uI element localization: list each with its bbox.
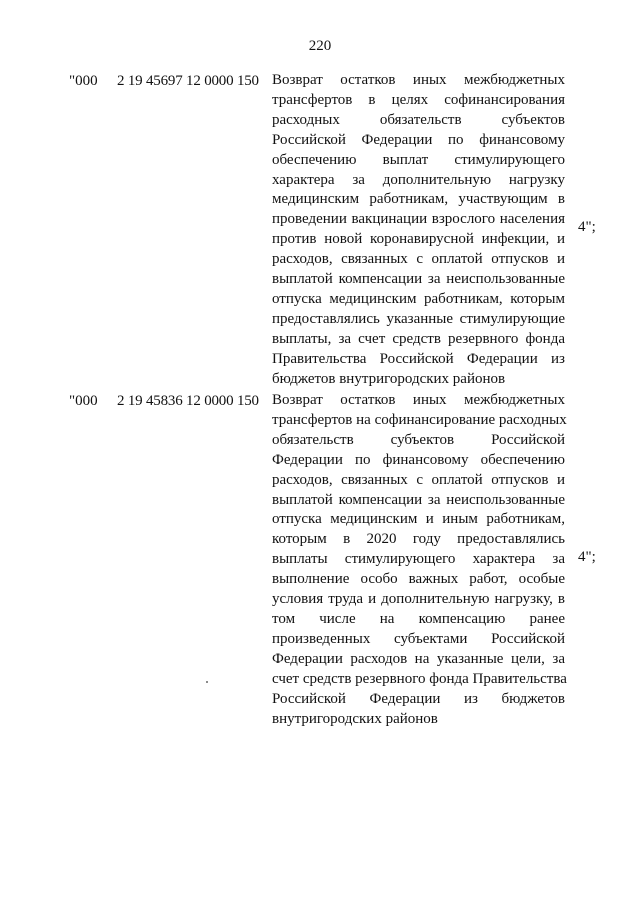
- description-line: выплаты стимулирующего характера за: [272, 551, 565, 568]
- description-line: условия труда и дополнительную нагрузку, в: [272, 591, 565, 608]
- description-line: расходных обязательств субъектов: [272, 111, 565, 128]
- description-line: выплатой компенсации за неиспользованные: [272, 271, 565, 288]
- row-value: 4";: [578, 219, 596, 235]
- scan-speck: [206, 681, 208, 683]
- row-description: [272, 391, 565, 729]
- description-line: медицинским работникам, участвующим в: [272, 191, 565, 208]
- description-line: которым в 2020 году предоставлялись: [272, 531, 565, 548]
- description-line: трансфертов на софинансирование расходных: [272, 411, 567, 428]
- description-line: Возврат остатков иных межбюджетных: [272, 392, 565, 408]
- description-line: против новой коронавирусной инфекции, и: [272, 231, 565, 248]
- description-line: трансфертов в целях софинансирования: [272, 91, 565, 108]
- description-line: Российской Федерации по финансовому: [272, 131, 565, 148]
- description-line: Российской Федерации из бюджетов: [272, 690, 565, 707]
- description-line: Федерации по финансовому обеспечению: [272, 451, 565, 468]
- admin-code: "000: [69, 73, 98, 89]
- description-line: внутригородских районов: [272, 710, 438, 727]
- row-value: 4";: [578, 549, 596, 565]
- description-line: характера за дополнительную нагрузку: [272, 171, 565, 188]
- budget-classification-code: 2 19 45697 12 0000 150: [117, 73, 259, 89]
- description-line: Федерации расходов на указанные цели, за: [272, 650, 565, 667]
- description-line: произведенных субъектами Российской: [272, 630, 565, 647]
- description-line: выполнение особо важных работ, особые: [272, 571, 565, 588]
- description-line: обязательств субъектов Российской: [272, 431, 565, 448]
- description-line: Возврат остатков иных межбюджетных: [272, 72, 565, 88]
- description-line: счет средств резервного фонда Правительства: [272, 670, 567, 687]
- description-line: расходов, связанных с оплатой отпусков и: [272, 251, 565, 268]
- description-line: расходов, связанных с оплатой отпусков и: [272, 471, 565, 488]
- description-line: Правительства Российской Федерации из: [272, 350, 565, 367]
- description-line: проведении вакцинации взрослого населения: [272, 211, 565, 228]
- description-line: том числе на компенсацию ранее: [272, 610, 565, 627]
- admin-code: "000: [69, 393, 98, 409]
- description-line: обеспечению выплат стимулирующего: [272, 151, 565, 168]
- description-line: выплатой компенсации за неиспользованные: [272, 491, 565, 508]
- description-line: бюджетов внутригородских районов: [272, 370, 506, 387]
- description-line: отпуска медицинским работникам, которым: [272, 290, 565, 307]
- description-line: отпуска медицинским и иным работникам,: [272, 511, 565, 528]
- row-description: [272, 71, 565, 390]
- page-number: 220: [308, 38, 332, 54]
- budget-classification-code: 2 19 45836 12 0000 150: [117, 393, 259, 409]
- description-line: выплаты, за счет средств резервного фонда: [272, 330, 565, 347]
- description-line: предоставлялись указанные стимулирующие: [272, 310, 565, 327]
